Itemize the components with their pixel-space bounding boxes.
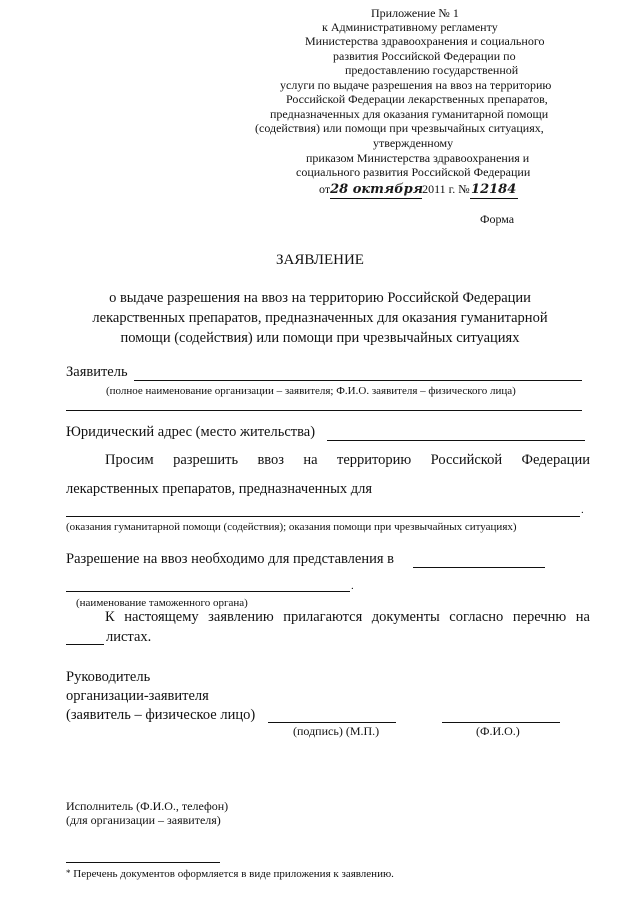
order-reference [319, 182, 518, 199]
appendix-line: Российской Федерации лекарственных препаратов, [286, 92, 548, 106]
request-line-2: лекарственных препаратов, предназначенных для [66, 481, 373, 497]
request-word: на [303, 452, 318, 468]
footnote [66, 868, 394, 880]
signature-label: организации-заявителя [66, 688, 209, 704]
purpose-hint: (оказания гуманитарной помощи (содействия); оказания помощи при чрезвычайных ситуациях) [66, 521, 517, 533]
customs-field[interactable] [413, 567, 545, 568]
appendix-line: Министерства здравоохранения и социального [305, 34, 545, 48]
request-word: территорию [336, 452, 412, 468]
subtitle-line: лекарственных препаратов, предназначенных для оказания гуманитарной [92, 310, 548, 326]
appendix-line: развития Российской Федерации по [333, 49, 516, 63]
attachments-word: на [575, 609, 590, 625]
form-label: Форма [480, 212, 515, 226]
customs-hint: (наименование таможенного органа) [76, 597, 248, 609]
attachments-word: согласно [449, 609, 504, 625]
footnote-mark: * [66, 868, 71, 878]
attachments-word: перечню [512, 609, 567, 625]
executor-line: Исполнитель (Ф.И.О., телефон) [66, 799, 229, 813]
appendix-line: услуги по выдаче разрешения на ввоз на территорию [280, 78, 552, 92]
applicant-field[interactable] [134, 380, 582, 381]
appendix-line: Приложение № 1 [371, 6, 459, 20]
request-word: Просим [105, 452, 154, 468]
signature-label: (заявитель – физическое лицо) [66, 707, 256, 723]
appendix-line: предназначенных для оказания гуманитарной помощи [270, 107, 549, 121]
footnote-text: Перечень документов оформляется в виде приложения к заявлению. [73, 868, 394, 880]
attachments-line [105, 609, 590, 626]
punctuation-dot: . [351, 580, 354, 592]
appendix-line: приказом Министерства здравоохранения и [306, 151, 530, 165]
full-name-field[interactable] [442, 722, 560, 723]
legal-address-field[interactable] [327, 440, 585, 441]
signature-field[interactable] [268, 722, 396, 723]
footnote-divider [66, 862, 220, 863]
purpose-field[interactable] [66, 516, 580, 517]
subtitle-line: о выдаче разрешения на ввоз на территорию Российской Федерации [109, 290, 531, 306]
request-word: ввоз [257, 452, 285, 468]
attachments-word: заявлению [208, 609, 274, 625]
order-prefix: от [319, 182, 331, 196]
executor-line: (для организации – заявителя) [66, 813, 221, 827]
appendix-line: к Административному регламенту [322, 20, 498, 34]
subtitle-line: помощи (содействия) или помощи при чрезвычайных ситуациях [120, 330, 520, 346]
appendix-line: социального развития Российской Федерации [296, 165, 531, 179]
appendix-line: (содействия) или помощи при чрезвычайных ситуациях, [255, 121, 544, 135]
request-word: разрешить [173, 452, 239, 468]
appendix-line: утвержденному [373, 136, 454, 150]
page-title: ЗАЯВЛЕНИЕ [276, 252, 364, 268]
order-year: 2011 г. № [422, 182, 470, 196]
request-line [105, 452, 590, 469]
signature-label: Руководитель [66, 669, 151, 685]
order-date: 28 октября [330, 182, 424, 197]
applicant-field-continued[interactable] [66, 410, 582, 411]
appendix-line: предоставлению государственной [345, 63, 519, 77]
attachments-word: документы [371, 609, 440, 625]
request-word: Российской [430, 452, 503, 468]
attachments-word: К [105, 609, 115, 625]
attachments-word: прилагаются [283, 609, 363, 625]
legal-address-label: Юридический адрес (место жительства) [66, 424, 316, 440]
attachments-word: настоящему [124, 609, 199, 625]
applicant-label: Заявитель [66, 364, 128, 380]
customs-field-continued[interactable] [66, 591, 350, 592]
sheets-label: листах. [106, 629, 152, 645]
full-name-hint: (Ф.И.О.) [476, 724, 520, 738]
permit-label: Разрешение на ввоз необходимо для представления в [66, 551, 395, 567]
sheets-count-field[interactable] [66, 644, 104, 645]
applicant-hint: (полное наименование организации – заявителя; Ф.И.О. заявителя – физического лица) [106, 385, 516, 397]
punctuation-dot: . [581, 504, 584, 516]
order-number: 12184 [471, 182, 517, 197]
signature-hint: (подпись) (М.П.) [293, 724, 380, 738]
request-word: Федерации [521, 452, 590, 468]
